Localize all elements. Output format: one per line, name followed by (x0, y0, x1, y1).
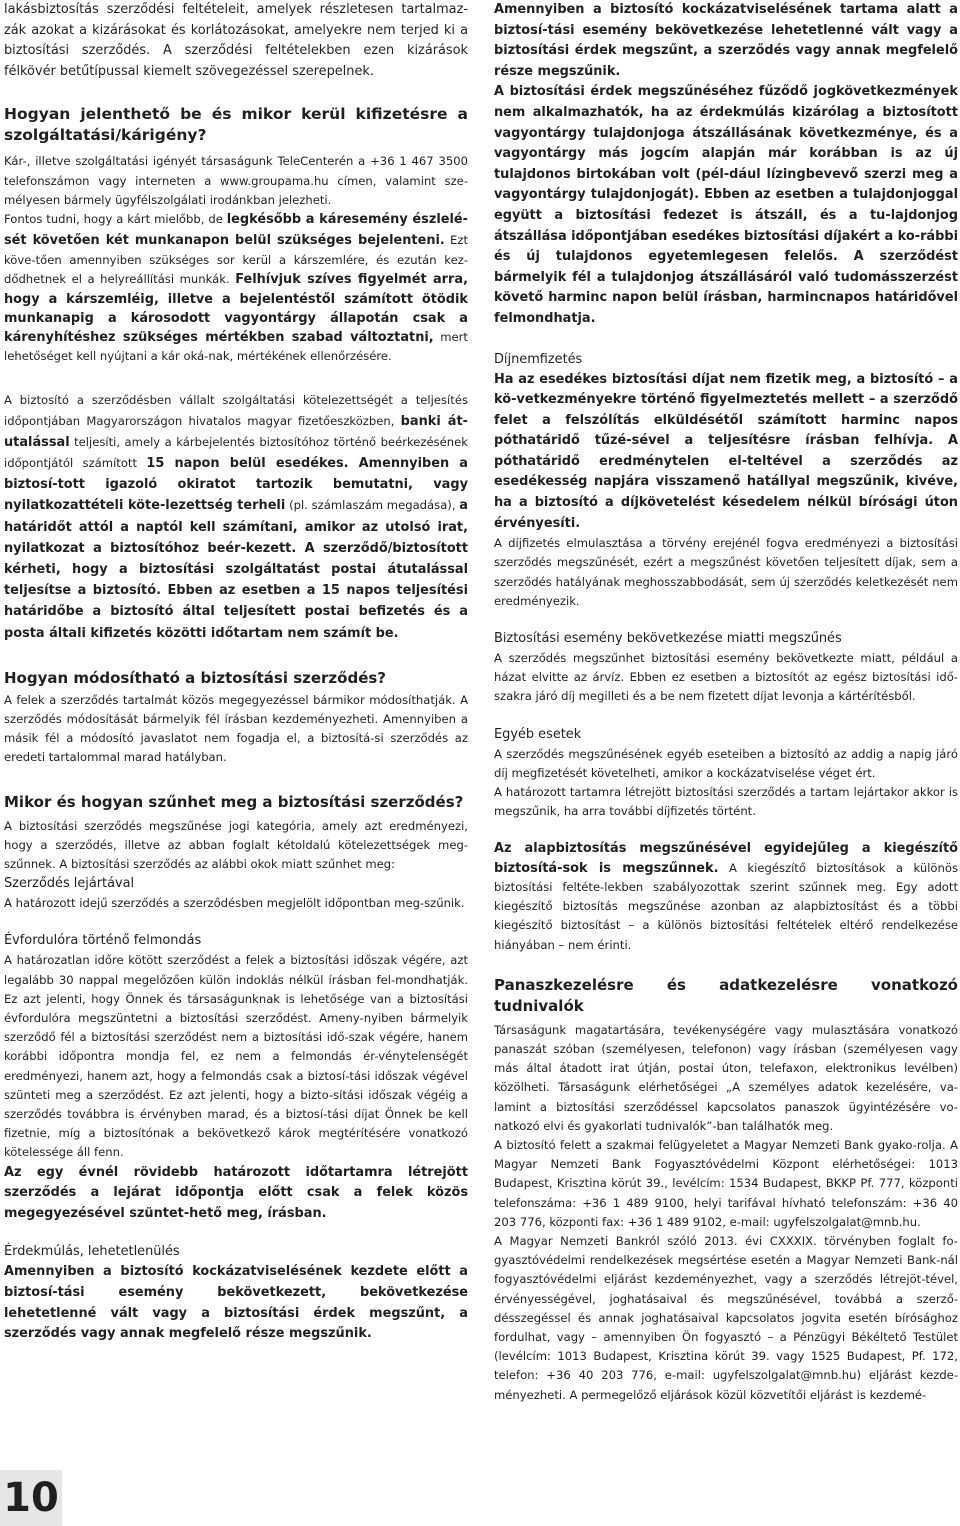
text-run: A kiegészítő biztosítások a különös biztosítási feltéte-lekben szabályozottak szerint szűnnek meg. Egy adott kiegészítő biztosítás megszűnése azonban az alapbiztosítást és a többi kiegészítő biztosítást – a különös biztosítási feltételek eltérő rendelkezése hiányában – nem érinti. (494, 860, 959, 952)
complaints-paragraph-2: A biztosító felett a szakmai felügyeletet a Magyar Nemzeti Bank gyako-rolja. A Magyar Nemzeti Bank Fogyasztóvédelmi Központ elérhetőségei: 1013 Budapest, Krisztina körút 39., levélcím: 1534 Budapest, BKKP Pf. 777, központi telefonszáma: +36 1 489 9100, helyi tarifával hívható telefonszám: +36 40 203 776, központi fax: +36 1 489 9102, e-mail: ugyfelszolgalat@mnb.hu. (494, 1137, 958, 1229)
payment-paragraph (4, 390, 468, 643)
bold-run: Az alapbiztosítás megszűnésével egyidejűleg a kiegészítő biztosítá-sok is megszűnnek. (494, 841, 958, 876)
bold-run: Felhívjuk szíves figyelmét arra, hogy a kárszemléig, illetve a bejelentéstől számított ötödik munkanapig a károsodott vagyontárgy állapotán csak a kárenyhítéshez szükséges mértékben szabad változtatni, (4, 272, 468, 345)
text-run: teljesíti, amely a kárbejelentés biztosítóhoz történő beérkezésének időpontjától számított (4, 434, 468, 470)
other-cases-paragraph-2: A határozott tartamra létrejött biztosítási szerződés a tartam lejártakor akkor is megszűnik, ha arra további díjfizetés történt. (494, 785, 958, 819)
bold-run: a határidőt attól a naptól kell számítani, amikor az utolsó irat, nyilatkozat a biztosítóhoz beér-kezett. A szerződő/biztosított kérheti, hogy a biztosítási szolgáltatást postai átutalással teljesítse a biztosító. Ebben az esetben a 15 napos teljesítési határidőbe a biztosító által teljesített postai befizetés és a posta általi kifizetés közötti időtartam nem számít be. (4, 498, 468, 641)
complaints-paragraph-1: Társaságunk magatartására, tevékenységére vagy mulasztására vonatkozó panaszát szóban (személyesen, telefonon) vagy írásban (személyesen vagy más által átadott irat útján, postai úton, telefaxon, elektronikus levélben) közölheti. Társaságunk elérhetőségei „A személyes adatok kezelésére, va-lamint a biztosítási szerződéssel kapcsolatos panaszok ügyintézésére vo-natkozó elvi és gyakorlati tudnivalók”-ban találhatók meg. (494, 1022, 958, 1133)
nonpayment-bold-paragraph: Ha az esedékes biztosítási díjat nem fizetik meg, a biztosító – a kö-vetkezményekre történő figyelmeztetés mellett – a szerződő felet a felszólítás elküldésétől számított harminc napos póthatáridő tűzé-sével a teljesítésre írásban felhívja. A póthatáridő eredménytelen el-teltével a szerződés az esedékesség napjára visszamenő hatállyal megszűnik, kivéve, ha a biztosító a díjkövetelést késedelem nélkül bírósági úton érvényesíti. (494, 371, 958, 531)
text-run: (pl. számlaszám megadása), (285, 498, 460, 513)
anniversary-subheading: Évfordulóra történő felmondás (4, 933, 202, 949)
interest-paragraph: Amennyiben a biztosító kockázatviselésének kezdete előtt a biztosí-tási esemény bekövetkezett, bekövetkezése lehetetlenné vált vagy a biztosítási érdek megszűnt, a szerződés vagy annak megfelelő része megszűnik. (4, 1264, 468, 1342)
nonpayment-subheading: Díjnemfizetés (494, 351, 583, 367)
other-cases-paragraph-1: A szerződés megszűnésének egyéb eseteiben a biztosító az addig a napig járó díj megfizetését követelheti, amikor a kockázatviselése véget ért. (494, 746, 958, 780)
insured-event-paragraph: A szerződés megszűnhet biztosítási esemény bekövetkezte miatt, például a házat elvitte az árvíz. Ebben ez esetben a biztosítót az egész biztosítási idő-szakra járó díj megilleti és a be nem fizetett díjat levonja a kártérítésből. (494, 651, 958, 704)
text-run: A biztosító a szerződésben vállalt szolgáltatási kötelezettségét a teljesítés időpontjában Magyarországon hivatalos magyar fizetőeszközben, (4, 393, 468, 428)
expiry-paragraph: A határozott idejű szerződés a szerződésben megjelölt időpontban meg-szűnik. (4, 896, 465, 911)
interest-subheading: Érdekmúlás, lehetetlenülés (4, 1244, 180, 1260)
nonpayment-paragraph: A díjfizetés elmulasztása a törvény erejénél fogva eredményezi a biztosítási szerződés megszűnését, ezért a megszűnést követően teljesített díjak, sem a szerződés hatályának meghosszabbodását, sem új szerződés keletkezését nem eredményezik. (494, 536, 958, 608)
claim-deadline-paragraph (4, 210, 468, 366)
complaints-heading: Panaszkezelésre és adatkezelésre vonatkozó tudnivalók (494, 975, 958, 1015)
modify-paragraph: A felek a szerződés tartalmát közös megegyezéssel bármikor módosíthatják. A szerződés módosítását bármelyik fél írásban kezdeményezheti. Amennyiben a másik fél a módosító javaslatot nem fogadja el, a biztosítá-si szerződés az eredeti tartalommal marad hatályban. (4, 692, 468, 765)
supplementary-paragraph (494, 839, 958, 954)
text-run: mert lehetőséget kell nyújtani a kár oká-nak, mértékének ellenőrzésére. (4, 329, 468, 364)
ownership-paragraph: A biztosítási érdek megszűnéséhez fűződő jogkövetkezmények nem alkalmazhatók, ha az érdekmúlás kizárólag a biztosított vagyontárgy tulajdonjoga átszállásának következménye, és a vagyontárgy más jogcím alapján már korábban is az új tulajdonos birtokában volt (pél-dául lízingbevevő szerzi meg a vagyontárgy tulajdonjogát). Ebben az esetben a tulajdonjoggal együtt a biztosítási fedezet is átszáll, és a tu-lajdonjog átszállása időpontjában esedékes biztosítási díjakért a ko-rábbi és új tulajdonos egyetemlegesen felelős. A szerződést bármelyik fél a tulajdonjog átszállásáról való tudomásszerzést követő harminc napon belül írásban, harmincnapos határidővel felmondhatja. (494, 84, 959, 326)
text-run: Ezt köve-tően amennyiben szükséges sor kerül a kárszemlére, és ezután kez-dődhetnek el a helyreállítási munkák. (4, 232, 468, 287)
expiry-subheading: Szerződés lejártával (4, 876, 135, 892)
anniversary-paragraph: A határozatlan időre kötött szerződést a felek a biztosítási időszak végére, azt legalább 30 nappal megelőzően külön indoklás nélkül írásban fel-mondhatják. Ez azt jelenti, hogy Önnek és társaságunknak is lehetősége van a biztosítási évfordulóra megszüntetni a biztosítási szerződést. Ameny-nyiben bármelyik szerződő fél a biztosítási szerződést nem a biztosítási idő-szak végére, hanem korábbi időpontra mondja fel, ez nem a felmondás ér-vénytelenségét eredményezi, hanem azt, hogy a felmondás csak a biztosí-tási időszak végével szünteti meg a szerződést. Ez azt jelenti, hogy a bizto-sítási időszak végéig a szerződés továbbra is érvényben marad, és a biztosí-tási díjat Önnek be kell fizetnie, míg a biztosítónak a bekövetkező károk megtérítésére vonatkozó kötelessége áll fenn. (4, 953, 468, 1160)
text-run: Fontos tudni, hogy a kárt mielőbb, de (4, 211, 227, 226)
bold-run: Amennyiben a biztosí-tott igazoló okiratot tartozik bemutatni, vagy nyilatkozattételi köte-lezettség terheli (4, 456, 468, 514)
left-column (4, 0, 468, 1345)
modify-heading: Hogyan módosítható a biztosítási szerződés? (4, 668, 387, 687)
termination-heading: Mikor és hogyan szűnhet meg a biztosítási szerződés? (4, 792, 464, 811)
right-column (494, 0, 958, 1405)
claim-paragraph: Kár-, illetve szolgáltatási igényét társaságunk TeleCenterén a +36 1 467 3500 telefonszámon vagy interneten a www.groupama.hu címen, valamint sze-mélyesen bármely ügyfélszolgálati irodánkban jelezheti. (4, 154, 468, 207)
complaints-paragraph-3: A Magyar Nemzeti Bankról szóló 2013. évi CXXXIX. törvényben foglalt fo-gyasztóvédelmi rendelkezések megsértése esetén a Magyar Nemzeti Bank-nál fogyasztóvédelmi eljárást kezdeményezhet, vagy a szerződés létrejöt-tével, érvényességével, joghatásaival és megszűnésével, továbbá a szerző-désszegéssel és annak joghatásaival kapcsolatos jogvita esetén bírósághoz fordulhat, vagy – amennyiben Ön fogyasztó – a Pénzügyi Békéltető Testület (levélcím: 1013 Budapest, Krisztina körút 39. vagy 1525 Budapest, Pf. 172, telefon: +36 40 203 776, e-mail: ugyfelszolgalat@mnb.hu) eljárást kezde-ményezheti. A permegelőző eljárások közül közvetítői eljárást is kezdemé- (494, 1233, 958, 1402)
intro-paragraph: lakásbiztosítás szerződési feltételeit, amelyek részletesen tartalmaz-zák azokat a kizárásokat és korlátozásokat, amelyekre nem terjed ki a biztosítási szerződés. A szerződési feltételekben ezen kizárások félkövér betűtípussal kiemelt szövegezéssel szerepelnek. (4, 2, 468, 79)
other-cases-subheading: Egyéb esetek (494, 726, 582, 742)
page-number: 10 (0, 1470, 62, 1526)
termination-paragraph: A biztosítási szerződés megszűnése jogi kategória, amely azt eredményezi, hogy a szerződés, illetve az abban foglalt kétoldalú kötelezettségek meg-szűnnek. A biztosítási szerződés az alábbi okok miatt szűnhet meg: (4, 818, 468, 872)
bold-run: 15 napon belül esedékes. (146, 456, 349, 471)
bold-run: banki át-utalással (4, 413, 469, 450)
anniversary-bold-paragraph: Az egy évnél rövidebb határozott időtartamra létrejött szerződés a lejárat időpontja előtt csak a felek közös megegyezésével szüntet-hető meg, írásban. (4, 1164, 468, 1221)
insured-event-subheading: Biztosítási esemény bekövetkezése miatti megszűnés (494, 631, 842, 647)
risk-paragraph: Amennyiben a biztosító kockázatviselésének tartama alatt a biztosí-tási esemény bekövetkezése lehetetlenné vált vagy a biztosítási érdek megszűnt, a szerződés vagy annak megfelelő része megszűnik. (494, 2, 958, 79)
claim-heading: Hogyan jelenthető be és mikor kerül kifizetésre a szolgáltatási/kárigény? (4, 105, 468, 145)
bold-run: legkésőbb a káresemény észlelé-sét követően két munkanapon belül szükséges bejelenteni. (4, 211, 469, 248)
